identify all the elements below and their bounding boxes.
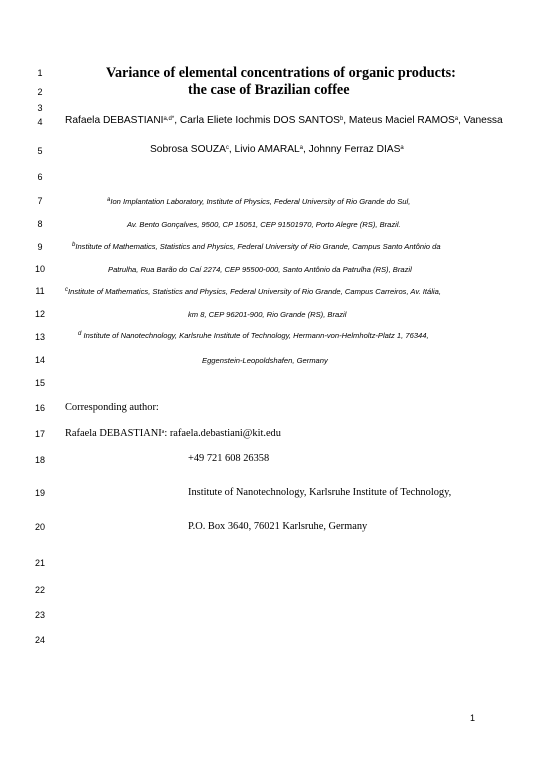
line-number: 2	[37, 87, 43, 97]
corresponding-author-name: Rafaela DEBASTIANI	[65, 428, 162, 439]
affiliation-a-line-1	[107, 197, 410, 206]
affiliation-text: Ion Implantation Laboratory, Institute of Physics, Federal University of Rio Grande do Sul,	[110, 197, 411, 206]
line-number: 24	[34, 635, 45, 645]
author-name: , Mateus Maciel RAMOS	[343, 115, 455, 126]
affiliation-marker: a	[454, 116, 459, 122]
line-number: 8	[37, 219, 43, 229]
line-number: 7	[37, 196, 43, 206]
line-number: 6	[37, 172, 43, 182]
affiliation-marker: a	[161, 429, 165, 435]
author-line-2	[150, 144, 404, 155]
affiliation-marker: d	[78, 331, 82, 337]
corresponding-author-address: P.O. Box 3640, 76021 Karlsruhe, Germany	[188, 521, 368, 532]
affiliation-c-line-2: km 8, CEP 96201-900, Rio Grande (RS), Brazil	[188, 310, 347, 319]
affiliation-marker: c	[225, 145, 229, 151]
affiliation-marker: a	[299, 145, 303, 151]
line-number: 23	[34, 610, 45, 620]
affiliation-marker: a	[107, 197, 111, 203]
affiliation-b-line-1	[72, 242, 441, 251]
affiliation-text: Institute of Mathematics, Statistics and Physics, Federal University of Rio Grande, Campus Santo Antônio da	[75, 242, 441, 251]
author-name: , Carla Eliete Iochmis DOS SANTOS	[174, 115, 340, 126]
line-number: 19	[34, 488, 45, 498]
corresponding-author-line	[65, 428, 281, 439]
affiliation-d-line-1	[78, 331, 429, 340]
line-number: 17	[34, 429, 45, 439]
corresponding-author-phone: +49 721 608 26358	[188, 453, 270, 464]
affiliation-marker: c	[65, 287, 68, 293]
line-number: 21	[34, 558, 45, 568]
author-name: , Vanessa	[458, 115, 503, 126]
affiliation-b-line-2: Patrulha, Rua Barão do Caí 2274, CEP 95500-000, Santo Antônio da Patrulha (RS), Brazil	[108, 265, 412, 274]
line-number: 12	[34, 309, 45, 319]
line-number: 16	[34, 403, 45, 413]
line-number: 13	[34, 332, 45, 342]
affiliation-marker: b	[339, 116, 344, 122]
line-number: 1	[37, 68, 43, 78]
line-number: 3	[37, 103, 43, 113]
paper-title-line-1: Variance of elemental concentrations of organic products:	[106, 65, 456, 81]
affiliation-text: Institute of Mathematics, Statistics and Physics, Federal University of Rio Grande, Campus Carreiros, Av. Itália,	[68, 287, 441, 296]
affiliation-d-line-2: Eggenstein-Leopoldshafen, Germany	[202, 356, 328, 365]
line-number: 20	[34, 522, 45, 532]
corresponding-author-email: : rafaela.debastiani@kit.edu	[164, 428, 281, 439]
affiliation-marker: b	[72, 242, 76, 248]
line-number: 22	[34, 585, 45, 595]
affiliation-a-line-2: Av. Bento Gonçalves, 9500, CP 15051, CEP 91501970, Porto Alegre (RS), Brazil.	[127, 220, 401, 229]
affiliation-marker: a	[400, 145, 404, 151]
page-number: 1	[470, 713, 476, 723]
line-number: 15	[34, 378, 45, 388]
affiliation-text: Institute of Nanotechnology, Karlsruhe Institute of Technology, Hermann-von-Helmholtz-Platz 1, 76344,	[81, 331, 429, 340]
line-number: 11	[35, 286, 45, 296]
corresponding-author-institute: Institute of Nanotechnology, Karlsruhe Institute of Technology,	[188, 487, 452, 498]
line-number: 5	[37, 146, 43, 156]
paper-title-line-2: the case of Brazilian coffee	[188, 82, 350, 98]
line-number: 10	[34, 264, 45, 274]
line-number: 18	[34, 455, 45, 465]
corresponding-author-heading: Corresponding author:	[65, 402, 159, 413]
author-line-1	[65, 115, 503, 126]
author-name: Sobrosa SOUZA	[150, 144, 226, 155]
affiliation-c-line-1	[65, 287, 441, 296]
author-name: , Livio AMARAL	[228, 144, 300, 155]
line-number: 14	[34, 355, 45, 365]
author-name: , Johnny Ferraz DIAS	[303, 144, 401, 155]
line-number: 9	[37, 242, 43, 252]
author-name: Rafaela DEBASTIANI	[65, 115, 164, 126]
affiliation-marker: a,d*	[163, 116, 175, 122]
line-number: 4	[37, 117, 43, 127]
